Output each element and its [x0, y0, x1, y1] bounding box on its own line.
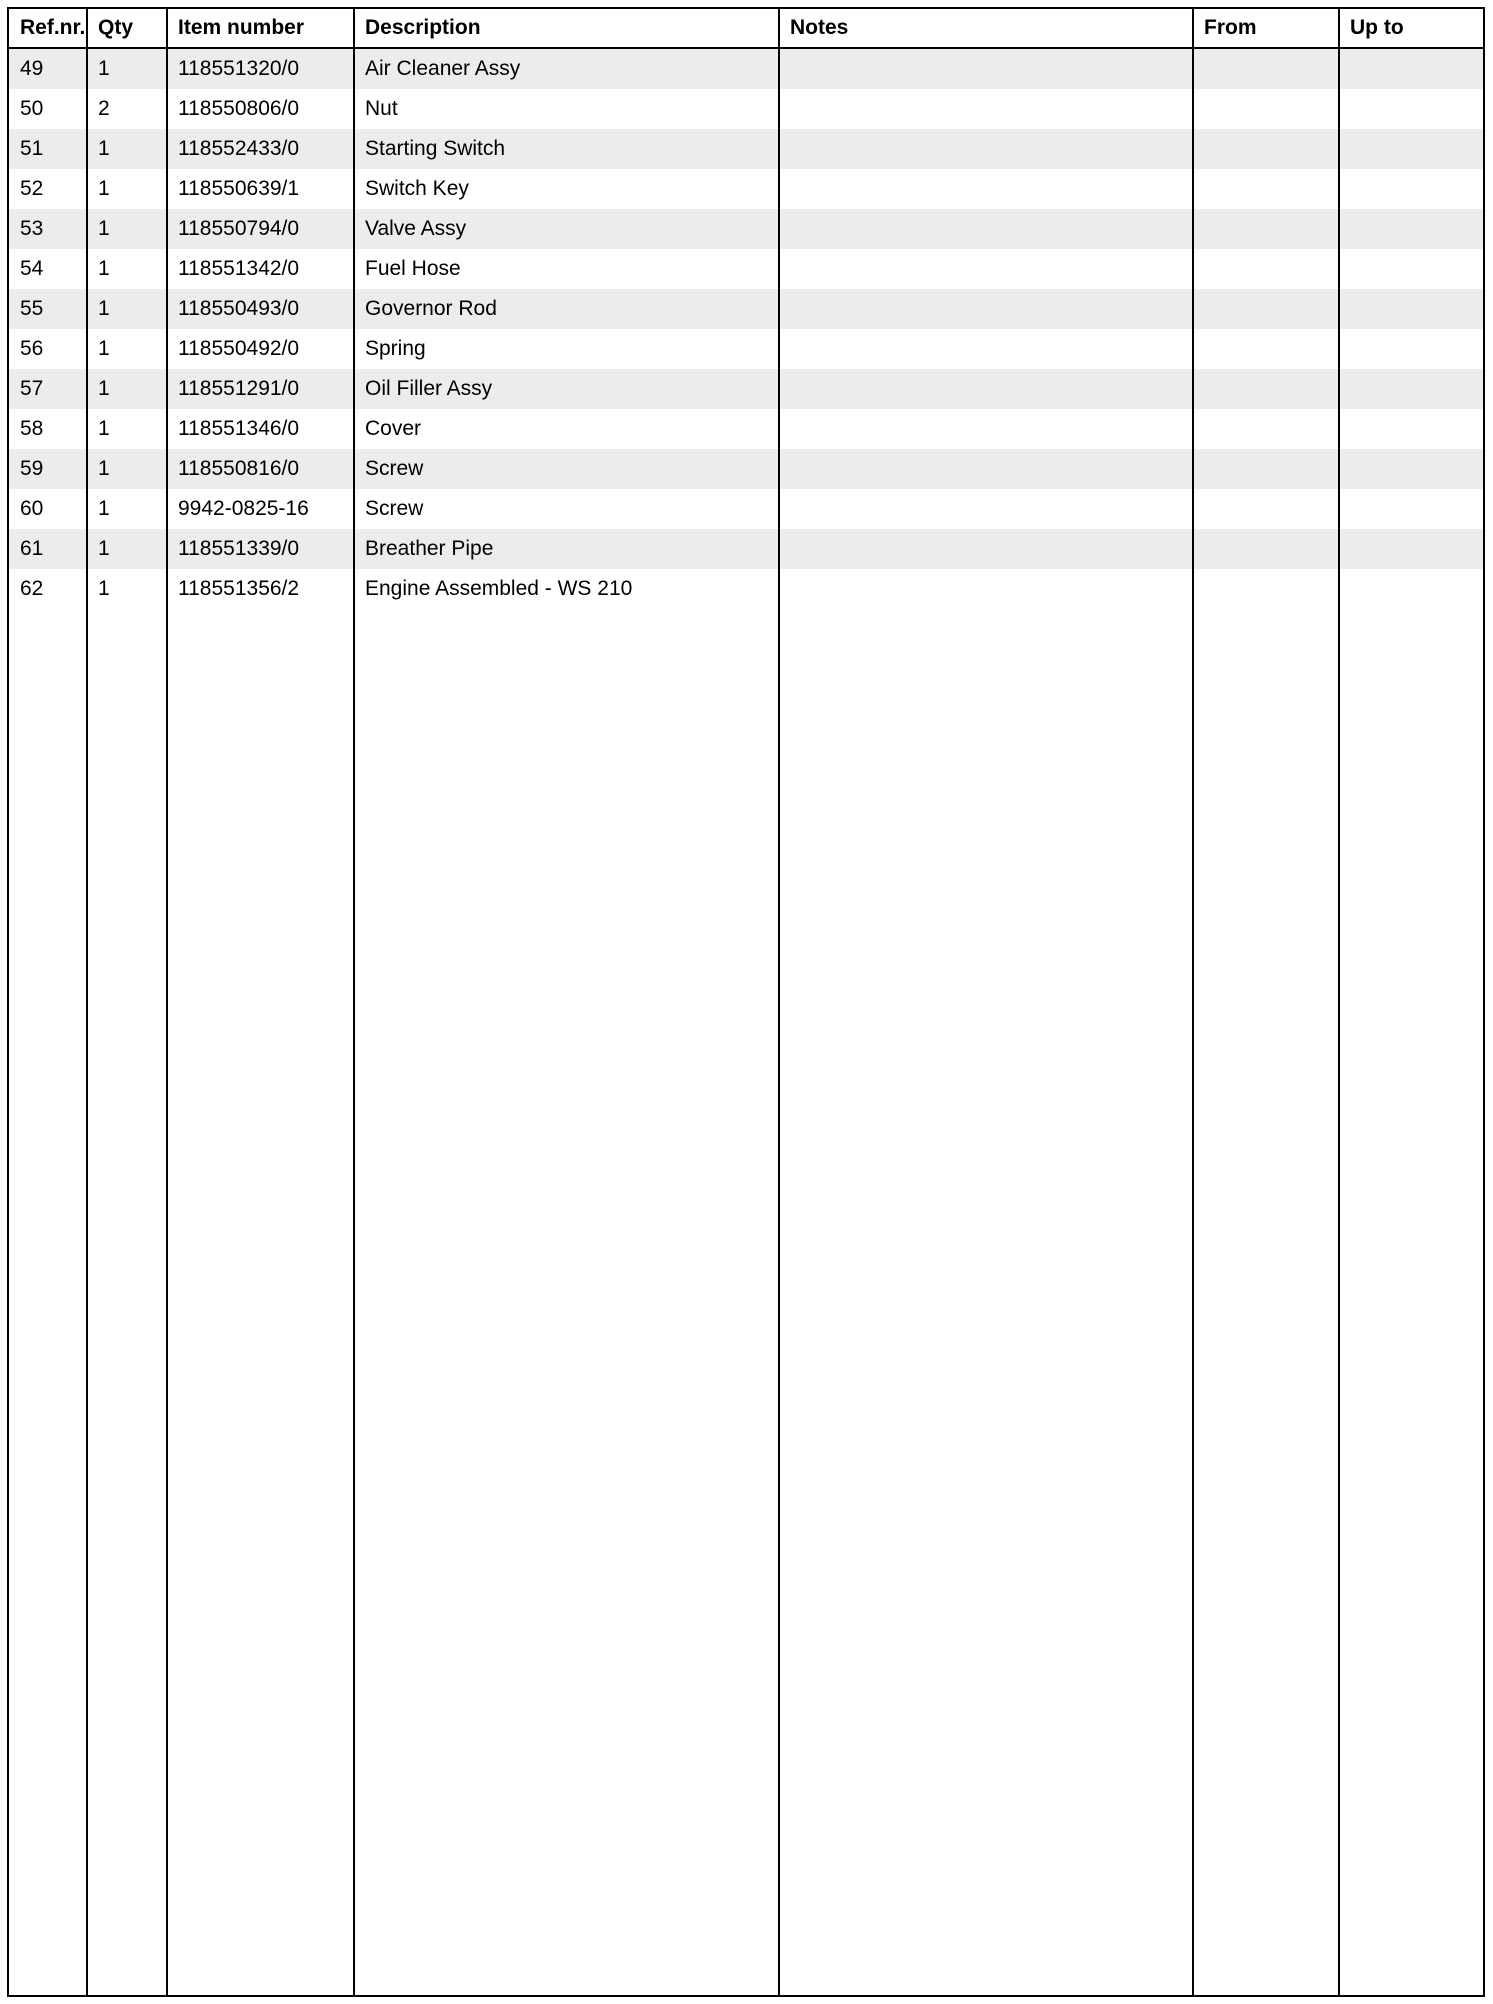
cell-description: Nut	[365, 97, 398, 120]
cell-qty: 1	[98, 497, 110, 520]
cell-up-to	[1350, 529, 1481, 569]
column-header-notes: Notes	[790, 16, 849, 39]
cell-description: Starting Switch	[365, 137, 506, 160]
cell-up-to	[1350, 89, 1481, 129]
cell-qty: 1	[98, 57, 110, 80]
cell-qty: 1	[98, 337, 110, 360]
cell-from	[1204, 169, 1337, 209]
cell-ref-nr: 62	[20, 577, 44, 600]
cell-notes	[790, 49, 1191, 89]
cell-notes	[790, 89, 1191, 129]
cell-up-to	[1350, 329, 1481, 369]
cell-up-to	[1350, 369, 1481, 409]
column-divider	[1192, 9, 1194, 1995]
cell-item-number: 118551342/0	[178, 257, 300, 280]
cell-item-number: 118551339/0	[178, 537, 300, 560]
cell-qty: 1	[98, 417, 110, 440]
cell-ref-nr: 49	[20, 57, 44, 80]
cell-from	[1204, 449, 1337, 489]
cell-notes	[790, 569, 1191, 609]
column-header-from: From	[1204, 16, 1257, 39]
cell-from	[1204, 89, 1337, 129]
cell-notes	[790, 369, 1191, 409]
cell-up-to	[1350, 489, 1481, 529]
cell-ref-nr: 60	[20, 497, 44, 520]
cell-from	[1204, 529, 1337, 569]
cell-notes	[790, 449, 1191, 489]
cell-notes	[790, 209, 1191, 249]
cell-ref-nr: 61	[20, 537, 44, 560]
cell-notes	[790, 169, 1191, 209]
cell-qty: 2	[98, 97, 110, 120]
cell-ref-nr: 52	[20, 177, 44, 200]
cell-description: Cover	[365, 417, 422, 440]
cell-item-number: 118551320/0	[178, 57, 300, 80]
cell-ref-nr: 55	[20, 297, 44, 320]
cell-up-to	[1350, 449, 1481, 489]
cell-notes	[790, 289, 1191, 329]
cell-notes	[790, 489, 1191, 529]
cell-qty: 1	[98, 257, 110, 280]
cell-description: Oil Filler Assy	[365, 377, 493, 400]
cell-qty: 1	[98, 137, 110, 160]
column-header-up-to: Up to	[1350, 16, 1404, 39]
column-divider	[778, 9, 780, 1995]
header-divider	[9, 47, 1483, 49]
cell-description: Engine Assembled - WS 210	[365, 577, 633, 600]
cell-up-to	[1350, 569, 1481, 609]
cell-item-number: 118551346/0	[178, 417, 300, 440]
cell-qty: 1	[98, 457, 110, 480]
cell-ref-nr: 57	[20, 377, 44, 400]
column-divider	[353, 9, 355, 1995]
column-divider	[1338, 9, 1340, 1995]
cell-ref-nr: 53	[20, 217, 44, 240]
cell-description: Screw	[365, 497, 424, 520]
column-header-description: Description	[365, 16, 481, 39]
cell-from	[1204, 209, 1337, 249]
cell-from	[1204, 289, 1337, 329]
cell-from	[1204, 489, 1337, 529]
cell-ref-nr: 51	[20, 137, 44, 160]
cell-notes	[790, 329, 1191, 369]
column-divider	[86, 9, 88, 1995]
cell-item-number: 118551356/2	[178, 577, 300, 600]
cell-ref-nr: 56	[20, 337, 44, 360]
cell-item-number: 118550794/0	[178, 217, 300, 240]
cell-from	[1204, 249, 1337, 289]
cell-from	[1204, 49, 1337, 89]
cell-qty: 1	[98, 177, 110, 200]
cell-description: Governor Rod	[365, 297, 497, 320]
cell-item-number: 118551291/0	[178, 377, 300, 400]
cell-ref-nr: 58	[20, 417, 44, 440]
cell-description: Screw	[365, 457, 424, 480]
cell-from	[1204, 409, 1337, 449]
column-header-item-number: Item number	[178, 16, 305, 39]
cell-item-number: 118550493/0	[178, 297, 300, 320]
cell-item-number: 118550806/0	[178, 97, 300, 120]
parts-table	[7, 7, 1485, 1997]
cell-description: Switch Key	[365, 177, 469, 200]
cell-item-number: 9942-0825-16	[178, 497, 309, 520]
cell-description: Fuel Hose	[365, 257, 461, 280]
column-header-ref-nr: Ref.nr.	[20, 16, 85, 39]
cell-up-to	[1350, 289, 1481, 329]
cell-description: Air Cleaner Assy	[365, 57, 521, 80]
column-divider	[166, 9, 168, 1995]
cell-up-to	[1350, 49, 1481, 89]
cell-notes	[790, 249, 1191, 289]
cell-up-to	[1350, 409, 1481, 449]
cell-up-to	[1350, 249, 1481, 289]
cell-item-number: 118550816/0	[178, 457, 300, 480]
cell-from	[1204, 369, 1337, 409]
cell-notes	[790, 529, 1191, 569]
column-header-qty: Qty	[98, 16, 134, 39]
cell-description: Breather Pipe	[365, 537, 494, 560]
cell-from	[1204, 329, 1337, 369]
cell-item-number: 118550492/0	[178, 337, 300, 360]
cell-qty: 1	[98, 577, 110, 600]
cell-notes	[790, 409, 1191, 449]
cell-ref-nr: 54	[20, 257, 44, 280]
cell-qty: 1	[98, 377, 110, 400]
cell-qty: 1	[98, 217, 110, 240]
cell-item-number: 118550639/1	[178, 177, 300, 200]
cell-up-to	[1350, 209, 1481, 249]
cell-description: Spring	[365, 337, 426, 360]
cell-from	[1204, 569, 1337, 609]
cell-from	[1204, 129, 1337, 169]
cell-ref-nr: 59	[20, 457, 44, 480]
cell-up-to	[1350, 129, 1481, 169]
cell-up-to	[1350, 169, 1481, 209]
cell-qty: 1	[98, 297, 110, 320]
cell-description: Valve Assy	[365, 217, 467, 240]
cell-ref-nr: 50	[20, 97, 44, 120]
cell-qty: 1	[98, 537, 110, 560]
cell-notes	[790, 129, 1191, 169]
cell-item-number: 118552433/0	[178, 137, 300, 160]
